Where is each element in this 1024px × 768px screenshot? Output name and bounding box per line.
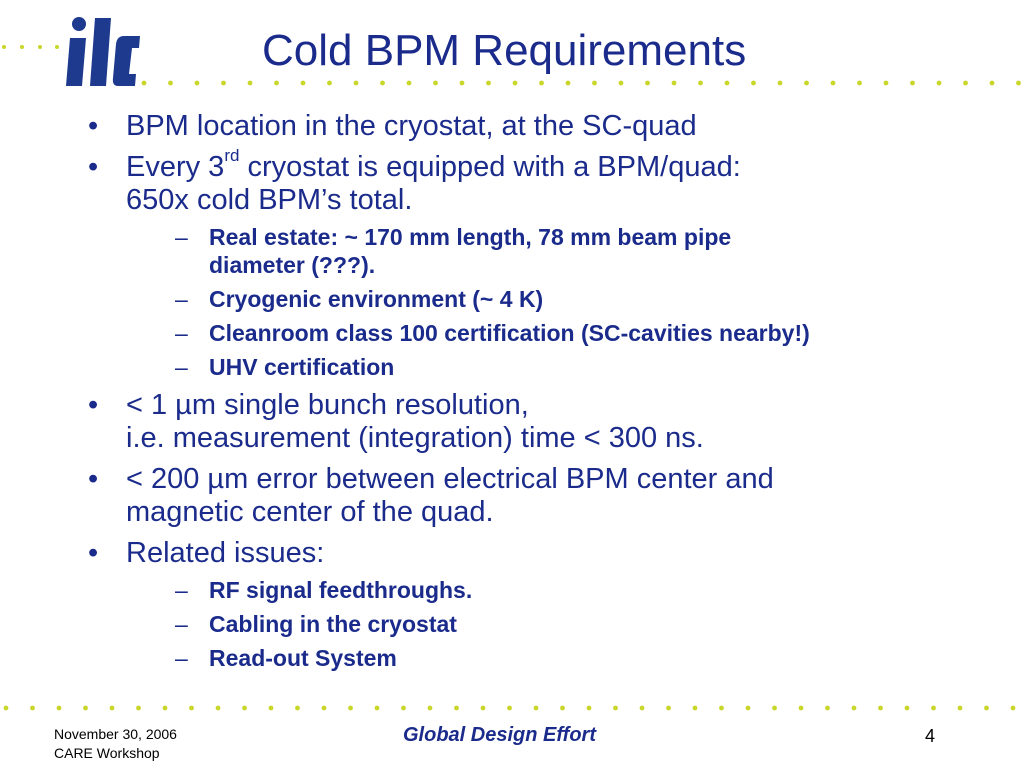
decorative-dot — [587, 706, 592, 711]
decorative-dot — [534, 706, 539, 711]
bullet-center-error — [88, 463, 968, 529]
bullet-line-2: i.e. measurement (integration) time < 300 ns. — [126, 422, 704, 454]
decorative-dot — [698, 81, 703, 86]
decorative-dot — [937, 81, 942, 86]
decorative-dot — [454, 706, 459, 711]
decorative-dot — [725, 81, 730, 86]
decorative-dot — [852, 706, 857, 711]
sub-bullet-cabling — [126, 610, 968, 638]
sub-bullet-list — [126, 576, 968, 672]
dash-symbol: – — [175, 577, 188, 603]
bullet-bpm-location — [88, 110, 968, 143]
decorative-dot — [221, 81, 226, 86]
bullet-symbol: • — [88, 463, 99, 495]
sub-bullet-uhv — [126, 353, 968, 381]
footer-event: CARE Workshop — [54, 745, 160, 761]
decorative-dot — [619, 81, 624, 86]
decorative-dot — [746, 706, 751, 711]
decorative-dot — [984, 706, 989, 711]
decorative-dot — [751, 81, 756, 86]
dash-symbol: – — [175, 354, 188, 380]
sub-bullet-cryogenic — [126, 285, 968, 313]
decorative-dot — [640, 706, 645, 711]
decorative-dot — [645, 81, 650, 86]
decorative-dot — [831, 81, 836, 86]
decorative-dot — [110, 706, 115, 711]
footer-date: November 30, 2006 — [54, 726, 177, 742]
sub-bullet-list — [126, 223, 968, 381]
decorative-dot — [481, 706, 486, 711]
sub-bullet-text: RF signal feedthroughs. — [209, 577, 473, 603]
decorative-dot — [539, 81, 544, 86]
slide-title: Cold BPM Requirements — [262, 26, 747, 75]
sub-bullet-line-2: diameter (???). — [209, 252, 376, 278]
dash-symbol: – — [175, 645, 188, 671]
bullet-line-1: < 1 µm single bunch resolution, — [126, 389, 529, 421]
decorative-dot — [772, 706, 777, 711]
top-dotted-line — [140, 78, 1024, 88]
bullet-line-1 — [126, 146, 968, 184]
decorative-dot — [507, 706, 512, 711]
decorative-dot — [30, 706, 35, 711]
decorative-dot — [778, 81, 783, 86]
decorative-dot — [301, 81, 306, 86]
bullet-symbol: • — [88, 389, 99, 421]
sub-bullet-line-1: Real estate: ~ 170 mm length, 78 mm beam pipe — [209, 224, 732, 250]
bullet-line-2: magnetic center of the quad. — [126, 496, 494, 528]
decorative-dot — [592, 81, 597, 86]
sub-bullet-rf-feedthroughs — [126, 576, 968, 604]
bullet-line-1: < 200 µm error between electrical BPM center and — [126, 463, 774, 495]
decorative-dot — [1011, 706, 1016, 711]
decorative-dot — [295, 706, 300, 711]
decorative-dot — [380, 81, 385, 86]
decorative-dot — [136, 706, 141, 711]
decorative-dot — [910, 81, 915, 86]
decorative-dot — [242, 706, 247, 711]
sub-bullet-text: Cleanroom class 100 certification (SC-cavities nearby!) — [209, 320, 810, 346]
sub-bullet-text: Read-out System — [209, 645, 397, 671]
decorative-dot — [269, 706, 274, 711]
decorative-dot — [354, 81, 359, 86]
footer-organization: Global Design Effort — [403, 724, 596, 746]
decorative-dot — [1016, 81, 1021, 86]
decorative-dot — [613, 706, 618, 711]
decorative-dot — [401, 706, 406, 711]
decorative-dot — [804, 81, 809, 86]
decorative-dot — [719, 706, 724, 711]
decorative-dot — [958, 706, 963, 711]
decorative-dot — [693, 706, 698, 711]
decorative-dot — [884, 81, 889, 86]
bullet-resolution — [88, 389, 968, 455]
decorative-dot — [274, 81, 279, 86]
bullet-symbol: • — [88, 151, 99, 183]
decorative-dot — [672, 81, 677, 86]
sub-bullet-real-estate — [126, 223, 968, 279]
dash-symbol: – — [175, 611, 188, 637]
decorative-dot — [142, 81, 147, 86]
bottom-dotted-line — [0, 703, 1024, 713]
decorative-dot — [83, 706, 88, 711]
decorative-dot — [163, 706, 168, 711]
dash-symbol: – — [175, 286, 188, 312]
decorative-dot — [322, 706, 327, 711]
decorative-dot — [195, 81, 200, 86]
slide-content — [88, 110, 968, 680]
decorative-dot — [189, 706, 194, 711]
bullet-line-2: 650x cold BPM’s total. — [126, 184, 413, 216]
decorative-dot — [216, 706, 221, 711]
decorative-dot — [433, 81, 438, 86]
decorative-dot — [513, 81, 518, 86]
decorative-dot — [990, 81, 995, 86]
decorative-dot — [486, 81, 491, 86]
decorative-dot — [4, 706, 9, 711]
footer-date-event — [54, 725, 177, 763]
slide-number: 4 — [925, 726, 936, 746]
decorative-dot — [825, 706, 830, 711]
decorative-dot — [857, 81, 862, 86]
decorative-dot — [168, 81, 173, 86]
bullet-text: BPM location in the cryostat, at the SC-quad — [126, 110, 697, 142]
decorative-dot — [666, 706, 671, 711]
decorative-dot — [905, 706, 910, 711]
decorative-dot — [407, 81, 412, 86]
decorative-dot — [327, 81, 332, 86]
decorative-dot — [931, 706, 936, 711]
bullet-text-part: Every 3 — [126, 151, 225, 183]
sub-bullet-text: Cabling in the cryostat — [209, 611, 457, 637]
superscript-rd: rd — [224, 146, 240, 166]
ilc-logo-icon — [62, 14, 142, 92]
top-left-dotted-line — [0, 42, 62, 52]
decorative-dot — [963, 81, 968, 86]
decorative-dot — [799, 706, 804, 711]
dash-symbol: – — [175, 224, 188, 250]
bullet-text: Related issues: — [126, 537, 325, 569]
bullet-every-3rd-cryostat — [88, 146, 968, 381]
decorative-dot — [375, 706, 380, 711]
sub-bullet-text: UHV certification — [209, 354, 395, 380]
decorative-dot — [560, 706, 565, 711]
decorative-dot — [428, 706, 433, 711]
bullet-text-part: cryostat is equipped with a BPM/quad: — [239, 151, 741, 183]
decorative-dot — [348, 706, 353, 711]
bullet-related-issues — [88, 537, 968, 672]
decorative-dot — [878, 706, 883, 711]
sub-bullet-readout — [126, 644, 968, 672]
bullet-symbol: • — [88, 110, 99, 142]
sub-bullet-text: Cryogenic environment (~ 4 K) — [209, 286, 544, 312]
bullet-symbol: • — [88, 537, 99, 569]
sub-bullet-cleanroom — [126, 319, 968, 347]
decorative-dot — [460, 81, 465, 86]
decorative-dot — [248, 81, 253, 86]
decorative-dot — [57, 706, 62, 711]
dash-symbol: – — [175, 320, 188, 346]
decorative-dot — [566, 81, 571, 86]
